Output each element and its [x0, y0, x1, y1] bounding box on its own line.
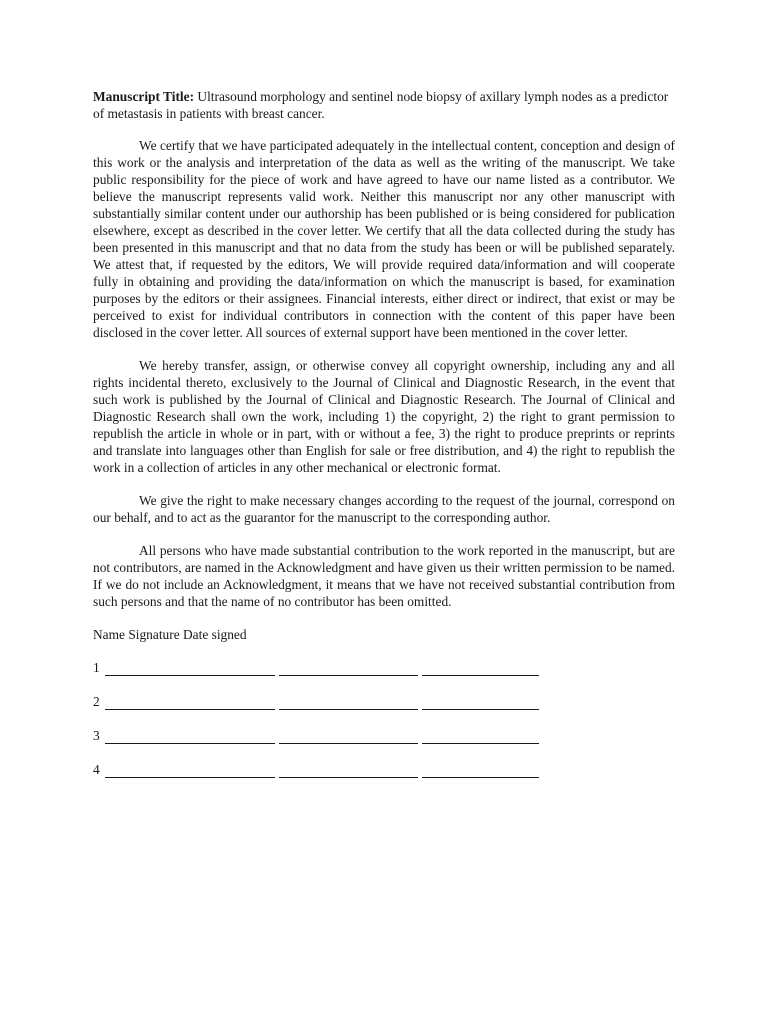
date-signed-line[interactable]	[422, 764, 539, 778]
document-page	[93, 88, 675, 795]
signature-row	[93, 659, 675, 676]
signature-line[interactable]	[279, 662, 418, 676]
manuscript-title	[93, 88, 675, 122]
signature-line[interactable]	[279, 764, 418, 778]
signature-line[interactable]	[279, 696, 418, 710]
certification-paragraph: We certify that we have participated adequately in the intellectual content, conception and design of this work or the analysis and interpretation of the data as well as the writing of the manuscript. We take public responsibility for the piece of work and have agreed to have our name listed as a contributor. We believe the manuscript represents valid work. Neither this manuscript nor any other manuscript with substantially similar content under our authorship has been published or is being considered for publication elsewhere, except as described in the cover letter. We certify that all the data collected during the study has been presented in this manuscript and that no data from the study has been or will be published separately. We attest that, if requested by the editors, We will provide required data/information and will cooperate fully in obtaining and providing the data/information on which the manuscript is based, for examination purposes by the editors or their assignees. Financial interests, either direct or indirect, that exist or may be perceived to exist for individual contributors in connection with the content of this paper have been disclosed in the cover letter. All sources of external support have been mentioned in the cover letter.	[93, 138, 675, 340]
signature-row-number: 3	[93, 728, 100, 743]
copyright-transfer-paragraph: We hereby transfer, assign, or otherwise convey all copyright ownership, including any and all rights incidental thereto, exclusively to the Journal of Clinical and Diagnostic Research, in the event that such work is published by the Journal of Clinical and Diagnostic Research. The Journal of Clinical and Diagnostic Research shall own the work, including 1) the copyright, 2) the right to grant permission to republish the article in whole or in part, with or without a fee, 3) the right to produce preprints or reprints and translate into languages other than English for sale or free distribution, and 4) the right to republish the work in a collection of articles in any other mechanical or electronic format.	[93, 358, 675, 475]
acknowledgment-paragraph: All persons who have made substantial contribution to the work reported in the manuscript, but are not contributors, are named in the Acknowledgment and have given us their written permission to be named. If we do not include an Acknowledgment, it means that we have not received substantial contribution from such persons and that the name of no contributor has been omitted.	[93, 543, 675, 609]
signature-row	[93, 761, 675, 778]
name-line[interactable]	[105, 662, 275, 676]
signature-row-number: 2	[93, 694, 100, 709]
signature-table-heading: Name Signature Date signed	[93, 627, 247, 642]
name-line[interactable]	[105, 730, 275, 744]
date-signed-line[interactable]	[422, 662, 539, 676]
signature-table	[93, 659, 675, 778]
manuscript-title-text: Ultrasound morphology and sentinel node biopsy of axillary lymph nodes as a predictor of metastasis in patients with breast cancer.	[93, 89, 669, 121]
name-line[interactable]	[105, 764, 275, 778]
manuscript-title-label: Manuscript Title:	[93, 89, 195, 104]
date-signed-line[interactable]	[422, 696, 539, 710]
signature-row-number: 1	[93, 660, 100, 675]
signature-row	[93, 693, 675, 710]
date-signed-line[interactable]	[422, 730, 539, 744]
signature-row-number: 4	[93, 762, 100, 777]
name-line[interactable]	[105, 696, 275, 710]
signature-line[interactable]	[279, 730, 418, 744]
signature-row	[93, 727, 675, 744]
changes-authorization-paragraph: We give the right to make necessary changes according to the request of the journal, correspond on our behalf, and to act as the guarantor for the manuscript to the corresponding author.	[93, 493, 675, 525]
